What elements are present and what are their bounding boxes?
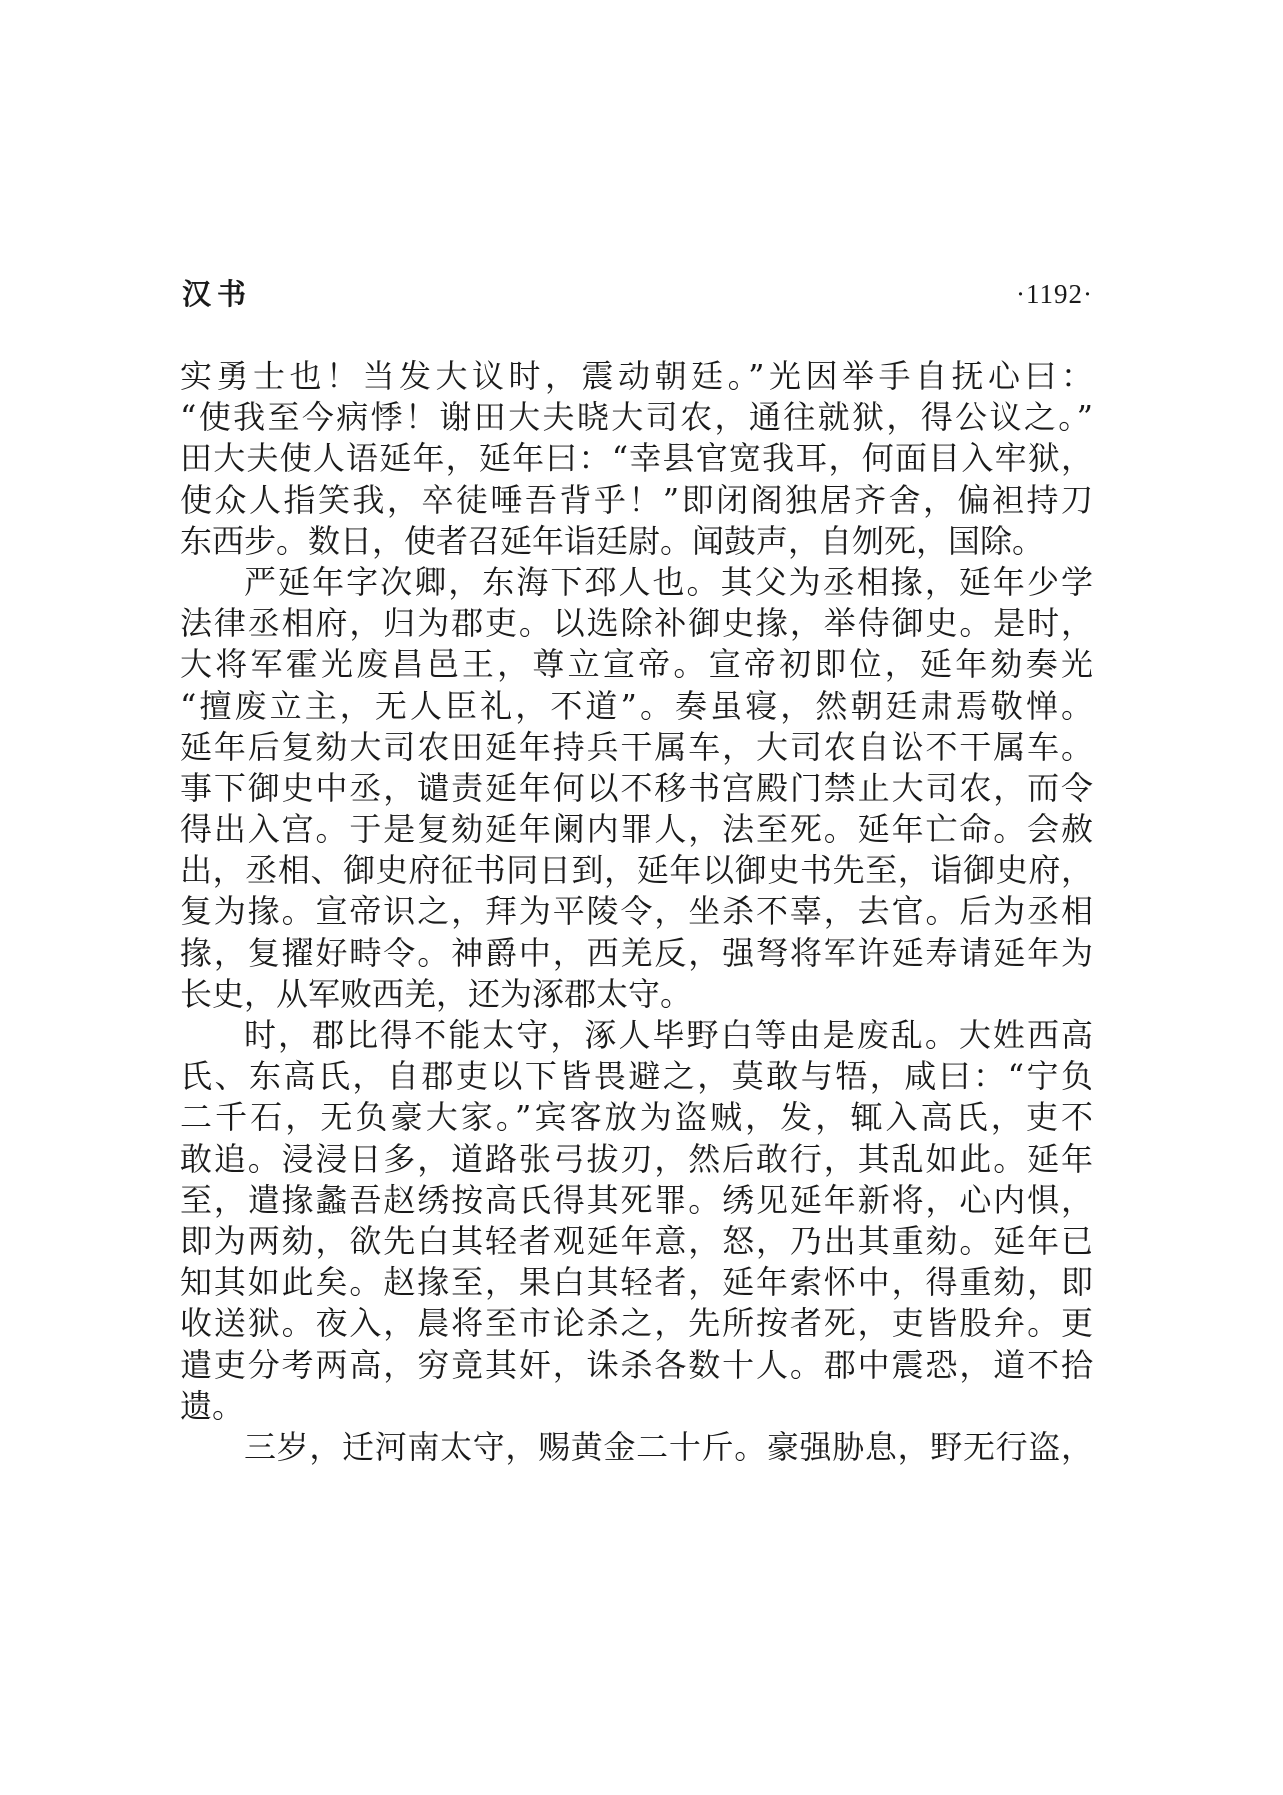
paragraph: [180, 1427, 1093, 1468]
text-line: 掾，复擢好畤令。神爵中，西羌反，强弩将军许延寿请延年为: [180, 933, 1093, 972]
paragraph: [180, 356, 1093, 562]
body-text: [180, 356, 1093, 1468]
text-line: “使我至今病悸！谢田大夫晓大司农，通往就狱，得公议之。”: [180, 398, 1093, 437]
text-line: 复为掾。宣帝识之，拜为平陵令，坐杀不辜，去官。后为丞相: [180, 892, 1093, 931]
text-line: 东西步。数日，使者召延年诣廷尉。闻鼓声，自刎死，国除。: [180, 521, 1045, 560]
text-line: 使众人指笑我，卒徒唾吾背乎！”即闭阁独居齐舍，偏袒持刀: [180, 480, 1093, 519]
text-line: 实勇士也！当发大议时，震动朝廷。”光因举手自抚心曰：: [180, 357, 1093, 395]
text-line: 严延年字次卿，东海下邳人也。其父为丞相掾，延年少学: [244, 562, 1093, 601]
text-line: 出，丞相、御史府征书同日到，延年以御史书先至，诣御史府，: [180, 851, 1093, 890]
paragraph: [180, 1015, 1093, 1427]
text-line: “擅废立主，无人臣礼，不道”。奏虽寝，然朝廷肃焉敬惮。: [180, 686, 1093, 725]
text-line: 至，遣掾蠡吾赵绣按高氏得其死罪。绣见延年新将，心内惧，: [180, 1180, 1093, 1219]
paragraph: [180, 562, 1093, 1015]
text-line: 田大夫使人语延年，延年曰：“幸县官宽我耳，何面目入牢狱，: [180, 439, 1093, 478]
text-line: 延年后复劾大司农田延年持兵干属车，大司农自讼不干属车。: [180, 727, 1093, 766]
text-line: 三岁，迁河南太守，赐黄金二十斤。豪强胁息，野无行盗，: [244, 1427, 1093, 1466]
text-line: 敢追。浸浸日多，道路张弓拔刃，然后敢行，其乱如此。延年: [180, 1139, 1093, 1178]
text-line: 大将军霍光废昌邑王，尊立宣帝。宣帝初即位，延年劾奏光: [180, 645, 1093, 684]
text-line: 事下御史中丞，谴责延年何以不移书宫殿门禁止大司农，而令: [180, 768, 1093, 807]
text-line: 遗。: [180, 1386, 245, 1425]
page-header: [180, 272, 1093, 316]
text-line: 长史，从军败西羌，还为涿郡太守。: [180, 974, 693, 1013]
text-line: 知其如此矣。赵掾至，果白其轻者，延年索怀中，得重劾，即: [180, 1263, 1093, 1302]
page-number: ·1192·: [1016, 279, 1093, 309]
text-line: 法律丞相府，归为郡吏。以选除补御史掾，举侍御史。是时，: [180, 604, 1093, 643]
book-title: 汉书: [182, 277, 253, 311]
text-line: 二千石，无负豪大家。”宾客放为盗贼，发，辄入高氏，吏不: [180, 1098, 1093, 1137]
text-line: 即为两劾，欲先白其轻者观延年意，怒，乃出其重劾。延年已: [180, 1221, 1093, 1260]
text-line: 收送狱。夜入，晨将至市论杀之，先所按者死，吏皆股弁。更: [180, 1304, 1093, 1343]
text-line: 得出入宫。于是复劾延年阑内罪人，法至死。延年亡命。会赦: [180, 810, 1093, 849]
text-line: 氏、东高氏，自郡吏以下皆畏避之，莫敢与牾，咸曰：“宁负: [180, 1057, 1093, 1096]
text-line: 遣吏分考两高，穷竟其奸，诛杀各数十人。郡中震恐，道不拾: [180, 1345, 1093, 1384]
text-line: 时，郡比得不能太守，涿人毕野白等由是废乱。大姓西高: [244, 1016, 1093, 1054]
